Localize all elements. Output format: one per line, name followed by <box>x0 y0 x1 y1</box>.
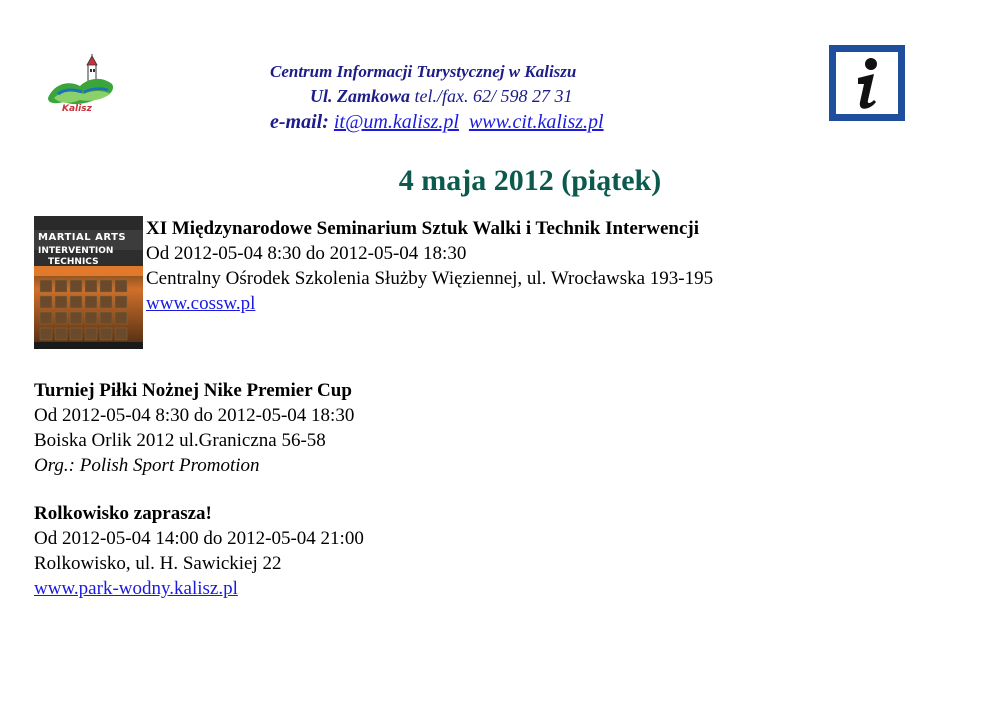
event-time: Od 2012-05-04 8:30 do 2012-05-04 18:30 <box>146 243 467 264</box>
kalisz-logo <box>44 54 118 120</box>
header-address <box>310 86 573 107</box>
letter-i-icon <box>836 52 898 114</box>
poster-title-line-1: MARTIAL ARTS <box>38 232 127 243</box>
header-phone: tel./fax. 62/ 598 27 31 <box>410 86 573 106</box>
poster-title-line-2: INTERVENTION <box>38 246 114 256</box>
event-organizer: Org.: Polish Sport Promotion <box>34 455 260 476</box>
event-place: Boiska Orlik 2012 ul.Graniczna 56-58 <box>34 430 326 451</box>
event-link[interactable]: www.cossw.pl <box>146 293 256 314</box>
event-title: Rolkowisko zaprasza! <box>34 503 212 524</box>
poster-title-line-3: TECHNICS <box>48 257 99 267</box>
event-poster-image <box>34 216 143 349</box>
event-time: Od 2012-05-04 14:00 do 2012-05-04 21:00 <box>34 528 364 549</box>
info-icon <box>829 45 905 121</box>
event-title: XI Międzynarodowe Seminarium Sztuk Walki i Technik Interwencji <box>146 218 699 239</box>
header-contact <box>270 111 604 134</box>
header-street: Ul. Zamkowa <box>310 86 411 106</box>
email-label: e-mail: <box>270 111 329 133</box>
event-title: Turniej Piłki Nożnej Nike Premier Cup <box>34 380 352 401</box>
date-heading: 4 maja 2012 (piątek) <box>398 164 662 197</box>
website-link[interactable]: www.cit.kalisz.pl <box>468 111 604 133</box>
event-link[interactable]: www.park-wodny.kalisz.pl <box>34 578 238 599</box>
event-3 <box>34 501 364 601</box>
event-place: Rolkowisko, ul. H. Sawickiej 22 <box>34 553 282 574</box>
logo-text: Kalisz <box>62 104 92 114</box>
info-icon-inner <box>836 52 898 114</box>
event-time: Od 2012-05-04 8:30 do 2012-05-04 18:30 <box>34 405 355 426</box>
header-tourist-centre-name: Centrum Informacji Turystycznej w Kaliszu <box>270 62 577 81</box>
event-place: Centralny Ośrodek Szkolenia Służby Więziennej, ul. Wrocławska 193-195 <box>146 268 714 289</box>
event-2 <box>34 378 354 478</box>
email-link[interactable]: it@um.kalisz.pl <box>333 111 459 133</box>
event-1 <box>146 216 713 316</box>
